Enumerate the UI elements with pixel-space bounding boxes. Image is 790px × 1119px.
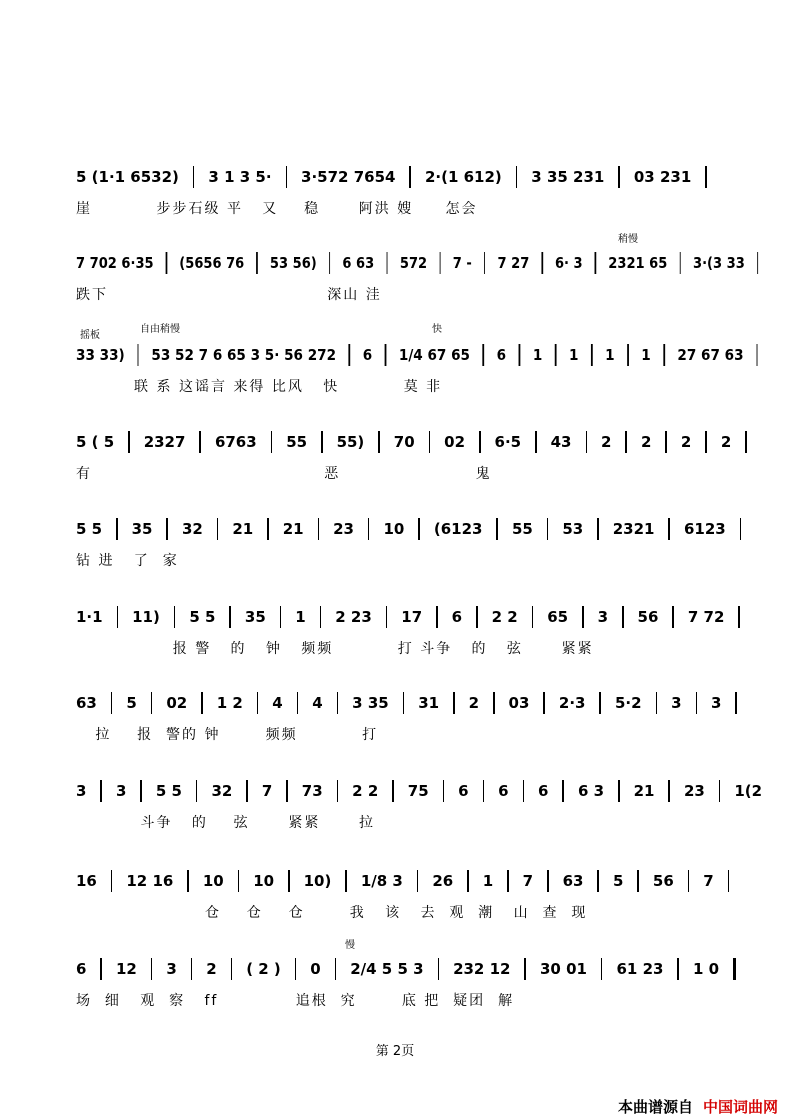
lyrics-text: 联 系 这谣言 来得 比风 快 莫 非 [76, 379, 443, 395]
barline [297, 692, 299, 714]
measure: 70 [393, 433, 415, 451]
lyrics-text: 场 细 观 察 ff 追根 究 底 把 疑团 解 [76, 993, 515, 1009]
measure: 1 [605, 346, 615, 364]
barline [483, 780, 485, 802]
measure: 3 35 231 [531, 168, 605, 186]
barline [479, 431, 481, 453]
barline [217, 518, 219, 540]
measure: 55 [286, 433, 308, 451]
barline [516, 166, 518, 188]
barline [668, 518, 670, 540]
barline [386, 606, 388, 628]
measure: 3 [671, 694, 682, 712]
measure: 2/4 5 5 3 [350, 960, 424, 978]
measure: 1(2 [734, 782, 763, 800]
measure: 4 [312, 694, 323, 712]
measure: 6 [362, 346, 373, 364]
measure: 2 [206, 960, 217, 978]
barline [519, 344, 520, 366]
barline [403, 692, 405, 714]
barline [337, 780, 339, 802]
barline [738, 606, 740, 628]
score-system-2 [0, 234, 790, 328]
barline [288, 870, 290, 892]
score-system-10 [0, 940, 790, 1034]
score-system-6 [0, 602, 790, 682]
barline [443, 780, 445, 802]
lyrics-line-7 [76, 724, 378, 746]
barline [705, 166, 707, 188]
barline [349, 344, 350, 366]
tempo-mark: 慢 [345, 940, 355, 951]
barline [191, 958, 193, 980]
music-line-8 [76, 776, 762, 806]
music-line-7 [76, 688, 751, 718]
measure: 3·572 7654 [301, 168, 396, 186]
measure: 6 [538, 782, 549, 800]
measure: 30 01 [539, 960, 587, 978]
barline [286, 780, 288, 802]
lyrics-text: 有 恶 鬼 [76, 466, 492, 482]
score-system-3 [0, 324, 790, 420]
barline [484, 252, 485, 274]
measure: 75 [407, 782, 429, 800]
music-line-1 [76, 162, 721, 192]
measure: 5 [126, 694, 137, 712]
barline [656, 692, 658, 714]
measure: 23 [333, 520, 354, 538]
measure: 53 56) [269, 254, 317, 272]
measure: 02 [444, 433, 466, 451]
measure: 7 [703, 872, 714, 890]
barline [111, 692, 113, 714]
lyrics-line-3 [76, 376, 442, 398]
barline [257, 692, 259, 714]
measure: 6123 [683, 520, 726, 538]
barline [496, 518, 498, 540]
barline [740, 518, 742, 540]
measure: 6 3 [577, 782, 605, 800]
measure: 7 [261, 782, 273, 800]
barline [100, 958, 102, 980]
measure: 1 [482, 872, 494, 890]
barline [100, 780, 102, 802]
barline [368, 518, 370, 540]
barline [523, 780, 525, 802]
source-site-link[interactable]: 中国词曲网 [702, 1098, 778, 1116]
barline [672, 606, 674, 628]
measure: 2321 65 [608, 254, 668, 272]
measure: 43 [550, 433, 572, 451]
score-system-8 [0, 776, 790, 856]
barline [493, 692, 495, 714]
measure: 32 [211, 782, 233, 800]
barline [201, 692, 203, 714]
barline [719, 780, 721, 802]
measure: 33 33) [76, 346, 125, 364]
barline [116, 518, 118, 540]
measure: 3 [76, 782, 87, 800]
lyrics-line-5 [76, 550, 179, 572]
barline [199, 431, 201, 453]
barline [547, 518, 549, 540]
barline [151, 958, 153, 980]
measure: 56 [637, 608, 659, 626]
measure: 10 [253, 872, 275, 890]
measure: 32 [181, 520, 203, 538]
barline [532, 606, 534, 628]
barline [193, 166, 195, 188]
barline [137, 344, 138, 366]
measure: 35 [131, 520, 153, 538]
barline [467, 870, 469, 892]
barline [453, 692, 455, 714]
score-system-1 [0, 162, 790, 242]
barline [418, 518, 420, 540]
barline [476, 606, 478, 628]
barline [622, 606, 624, 628]
measure: 21 [633, 782, 655, 800]
barline [668, 780, 670, 802]
measure: 56 [652, 872, 674, 890]
measure: 2327 [143, 433, 186, 451]
measure: 10) [303, 872, 332, 890]
barline [187, 870, 189, 892]
measure: 03 231 [633, 168, 692, 186]
measure: 7 72 [687, 608, 725, 626]
lyrics-line-9 [76, 902, 587, 924]
barline [196, 780, 198, 802]
measure: 16 [76, 872, 97, 890]
barline [271, 431, 273, 453]
music-line-6 [76, 602, 754, 632]
measure: 6 [451, 608, 463, 626]
barline [151, 692, 153, 714]
lyrics-line-1 [76, 198, 478, 220]
barline [586, 431, 588, 453]
barline [436, 606, 438, 628]
measure: 5 5 [155, 782, 182, 800]
measure: 3·(3 33 [692, 254, 745, 272]
music-line-2 [76, 248, 770, 278]
barline [231, 958, 233, 980]
measure: 6 [458, 782, 469, 800]
measure: 61 23 [616, 960, 664, 978]
barline [140, 780, 142, 802]
barline [117, 606, 119, 628]
barline [524, 958, 526, 980]
barline [627, 344, 628, 366]
measure: 6 [498, 782, 509, 800]
measure: 3 [166, 960, 177, 978]
measure: 4 [272, 694, 283, 712]
barline [318, 518, 320, 540]
barline [246, 780, 248, 802]
barline [329, 252, 330, 274]
barline [345, 870, 347, 892]
music-line-5 [76, 514, 755, 544]
barline [677, 958, 679, 980]
tempo-mark: 摇板 [80, 330, 100, 341]
barline [547, 870, 549, 892]
measure: 1 [295, 608, 306, 626]
measure: 6 [76, 960, 87, 978]
measure: 21 [282, 520, 304, 538]
barline [483, 344, 484, 366]
score-system-7 [0, 688, 790, 768]
measure: 7 [522, 872, 534, 890]
barline [665, 431, 667, 453]
measure: 10 [202, 872, 224, 890]
barline [295, 958, 297, 980]
barline [267, 518, 269, 540]
measure: 26 [432, 872, 454, 890]
measure: 1 0 [692, 960, 720, 978]
barline [562, 780, 564, 802]
tempo-mark: 自由稍慢 [140, 324, 180, 335]
measure: 7 27 [497, 254, 530, 272]
source-credit [618, 1096, 778, 1117]
measure: 53 52 7 6 65 3 5· 56 272 [151, 346, 337, 364]
measure: 3 1 3 5· [208, 168, 272, 186]
measure: 1 [568, 346, 579, 364]
measure: 12 16 [126, 872, 174, 890]
measure: 23 [683, 782, 705, 800]
measure: 63 [562, 872, 584, 890]
measure: 6· 3 [554, 254, 583, 272]
measure: 5 ( 5 [76, 433, 115, 451]
barline [591, 344, 592, 366]
barline [597, 870, 599, 892]
lyrics-text: 跌下 深山 洼 [76, 287, 382, 303]
barline [409, 166, 411, 188]
measure: 232 12 [453, 960, 511, 978]
measure: 6 63 [342, 254, 375, 272]
measure: 1/8 3 [360, 872, 403, 890]
barline [438, 958, 440, 980]
music-line-9 [76, 866, 743, 896]
barline [439, 252, 440, 274]
measure: 5·2 [614, 694, 642, 712]
tempo-mark: 稍慢 [618, 234, 638, 245]
barline [705, 431, 707, 453]
measure: (5656 76 [179, 254, 245, 272]
measure: 7 702 6·35 [76, 254, 154, 272]
barline [756, 344, 757, 366]
measure: 63 [76, 694, 97, 712]
barline [429, 431, 431, 453]
measure: 12 [115, 960, 137, 978]
barline [688, 870, 690, 892]
barline [597, 518, 599, 540]
measure: 2·(1 612) [424, 168, 502, 186]
barline [337, 692, 339, 714]
measure: 3 [597, 608, 609, 626]
measure: 0 [310, 960, 321, 978]
measure: 3 [115, 782, 127, 800]
measure: 2 [601, 433, 612, 451]
barline [166, 252, 167, 274]
measure: (6123 [433, 520, 483, 538]
measure: 1 [641, 346, 651, 364]
barline [601, 958, 603, 980]
lyrics-text: 拉 报 警的 钟 频频 打 [76, 727, 379, 743]
lyrics-text: 报 警 的 钟 频频 打 斗争 的 弦 紧紧 [76, 641, 594, 657]
tempo-mark: 快 [432, 324, 442, 335]
measure: ( 2 ) [246, 960, 281, 978]
barline [128, 431, 130, 453]
barline [595, 252, 596, 274]
barline [618, 166, 620, 188]
music-line-4 [76, 427, 761, 457]
barline [599, 692, 601, 714]
barline [735, 692, 737, 714]
measure: 6 [496, 346, 507, 364]
lyrics-line-2 [76, 284, 382, 306]
measure: 02 [166, 694, 188, 712]
measure: 31 [418, 694, 440, 712]
barline [280, 606, 282, 628]
barline [663, 344, 664, 366]
barline [320, 606, 322, 628]
lyrics-text: 崖 步步石级 平 又 稳 阿洪 嫂 怎会 [76, 201, 478, 217]
barline [417, 870, 419, 892]
source-prefix: 本曲谱源自 [617, 1098, 693, 1116]
score-system-5 [0, 514, 790, 594]
lyrics-text: 钻 进 了 家 [76, 553, 179, 569]
barline [111, 870, 113, 892]
page-number: 第 2页 [375, 1044, 415, 1059]
measure: 2 23 [335, 608, 372, 626]
lyrics-line-8 [76, 812, 375, 834]
score-system-9 [0, 866, 790, 946]
barline [618, 780, 620, 802]
measure: 53 [562, 520, 584, 538]
barline [680, 252, 681, 274]
measure: 27 67 63 [677, 346, 744, 364]
measure: 572 [399, 254, 428, 272]
barline [286, 166, 288, 188]
barline [535, 431, 537, 453]
barline [378, 431, 380, 453]
measure: 03 [508, 694, 530, 712]
barline [728, 870, 730, 892]
barline [321, 431, 323, 453]
measure: 2·3 [558, 694, 586, 712]
barline [507, 870, 509, 892]
measure: 2 [680, 433, 692, 451]
measure: 1 2 [216, 694, 243, 712]
measure: 1/4 67 65 [398, 346, 470, 364]
barline [229, 606, 231, 628]
measure: 73 [301, 782, 323, 800]
barline [543, 692, 545, 714]
measure: 2 2 [491, 608, 518, 626]
measure: 3 [711, 694, 722, 712]
barline [392, 780, 394, 802]
lyrics-text: 斗争 的 弦 紧紧 拉 [76, 815, 376, 831]
measure: 2321 [612, 520, 655, 538]
barline [386, 252, 387, 274]
lyrics-line-4 [76, 463, 492, 485]
measure: 2 2 [352, 782, 379, 800]
measure: 2 [468, 694, 480, 712]
measure: 5 5 [76, 520, 103, 538]
measure: 21 [232, 520, 254, 538]
barline [745, 431, 747, 453]
barline [166, 518, 168, 540]
measure: 55 [511, 520, 533, 538]
barline [555, 344, 556, 366]
lyrics-line-6 [76, 638, 594, 660]
barline [335, 958, 337, 980]
music-line-10 [76, 954, 750, 984]
music-line-3 [76, 340, 770, 370]
lyrics-text: 仓 仓 仓 我 该 去 观 潮 山 查 现 [76, 905, 588, 921]
measure: 65 [547, 608, 569, 626]
measure: 5 (1·1 6532) [76, 168, 179, 186]
barline [385, 344, 386, 366]
final-barline [733, 958, 736, 980]
barline [174, 606, 176, 628]
barline [238, 870, 240, 892]
measure: 17 [401, 608, 423, 626]
measure: 7 - [452, 254, 472, 272]
measure: 35 [244, 608, 266, 626]
barline [582, 606, 584, 628]
measure: 2 [720, 433, 732, 451]
measure: 5 5 [189, 608, 216, 626]
measure: 6·5 [494, 433, 522, 451]
lyrics-line-10 [76, 990, 514, 1012]
barline [757, 252, 758, 274]
barline [256, 252, 257, 274]
measure: 1 [532, 346, 543, 364]
barline [637, 870, 639, 892]
barline [696, 692, 698, 714]
measure: 11) [132, 608, 160, 626]
measure: 6763 [214, 433, 257, 451]
measure: 55) [336, 433, 365, 451]
measure: 10 [383, 520, 405, 538]
measure: 1·1 [76, 608, 103, 626]
score-system-4 [0, 427, 790, 507]
measure: 3 35 [352, 694, 389, 712]
measure: 5 [612, 872, 624, 890]
barline [625, 431, 627, 453]
measure: 2 [640, 433, 652, 451]
barline [541, 252, 542, 274]
